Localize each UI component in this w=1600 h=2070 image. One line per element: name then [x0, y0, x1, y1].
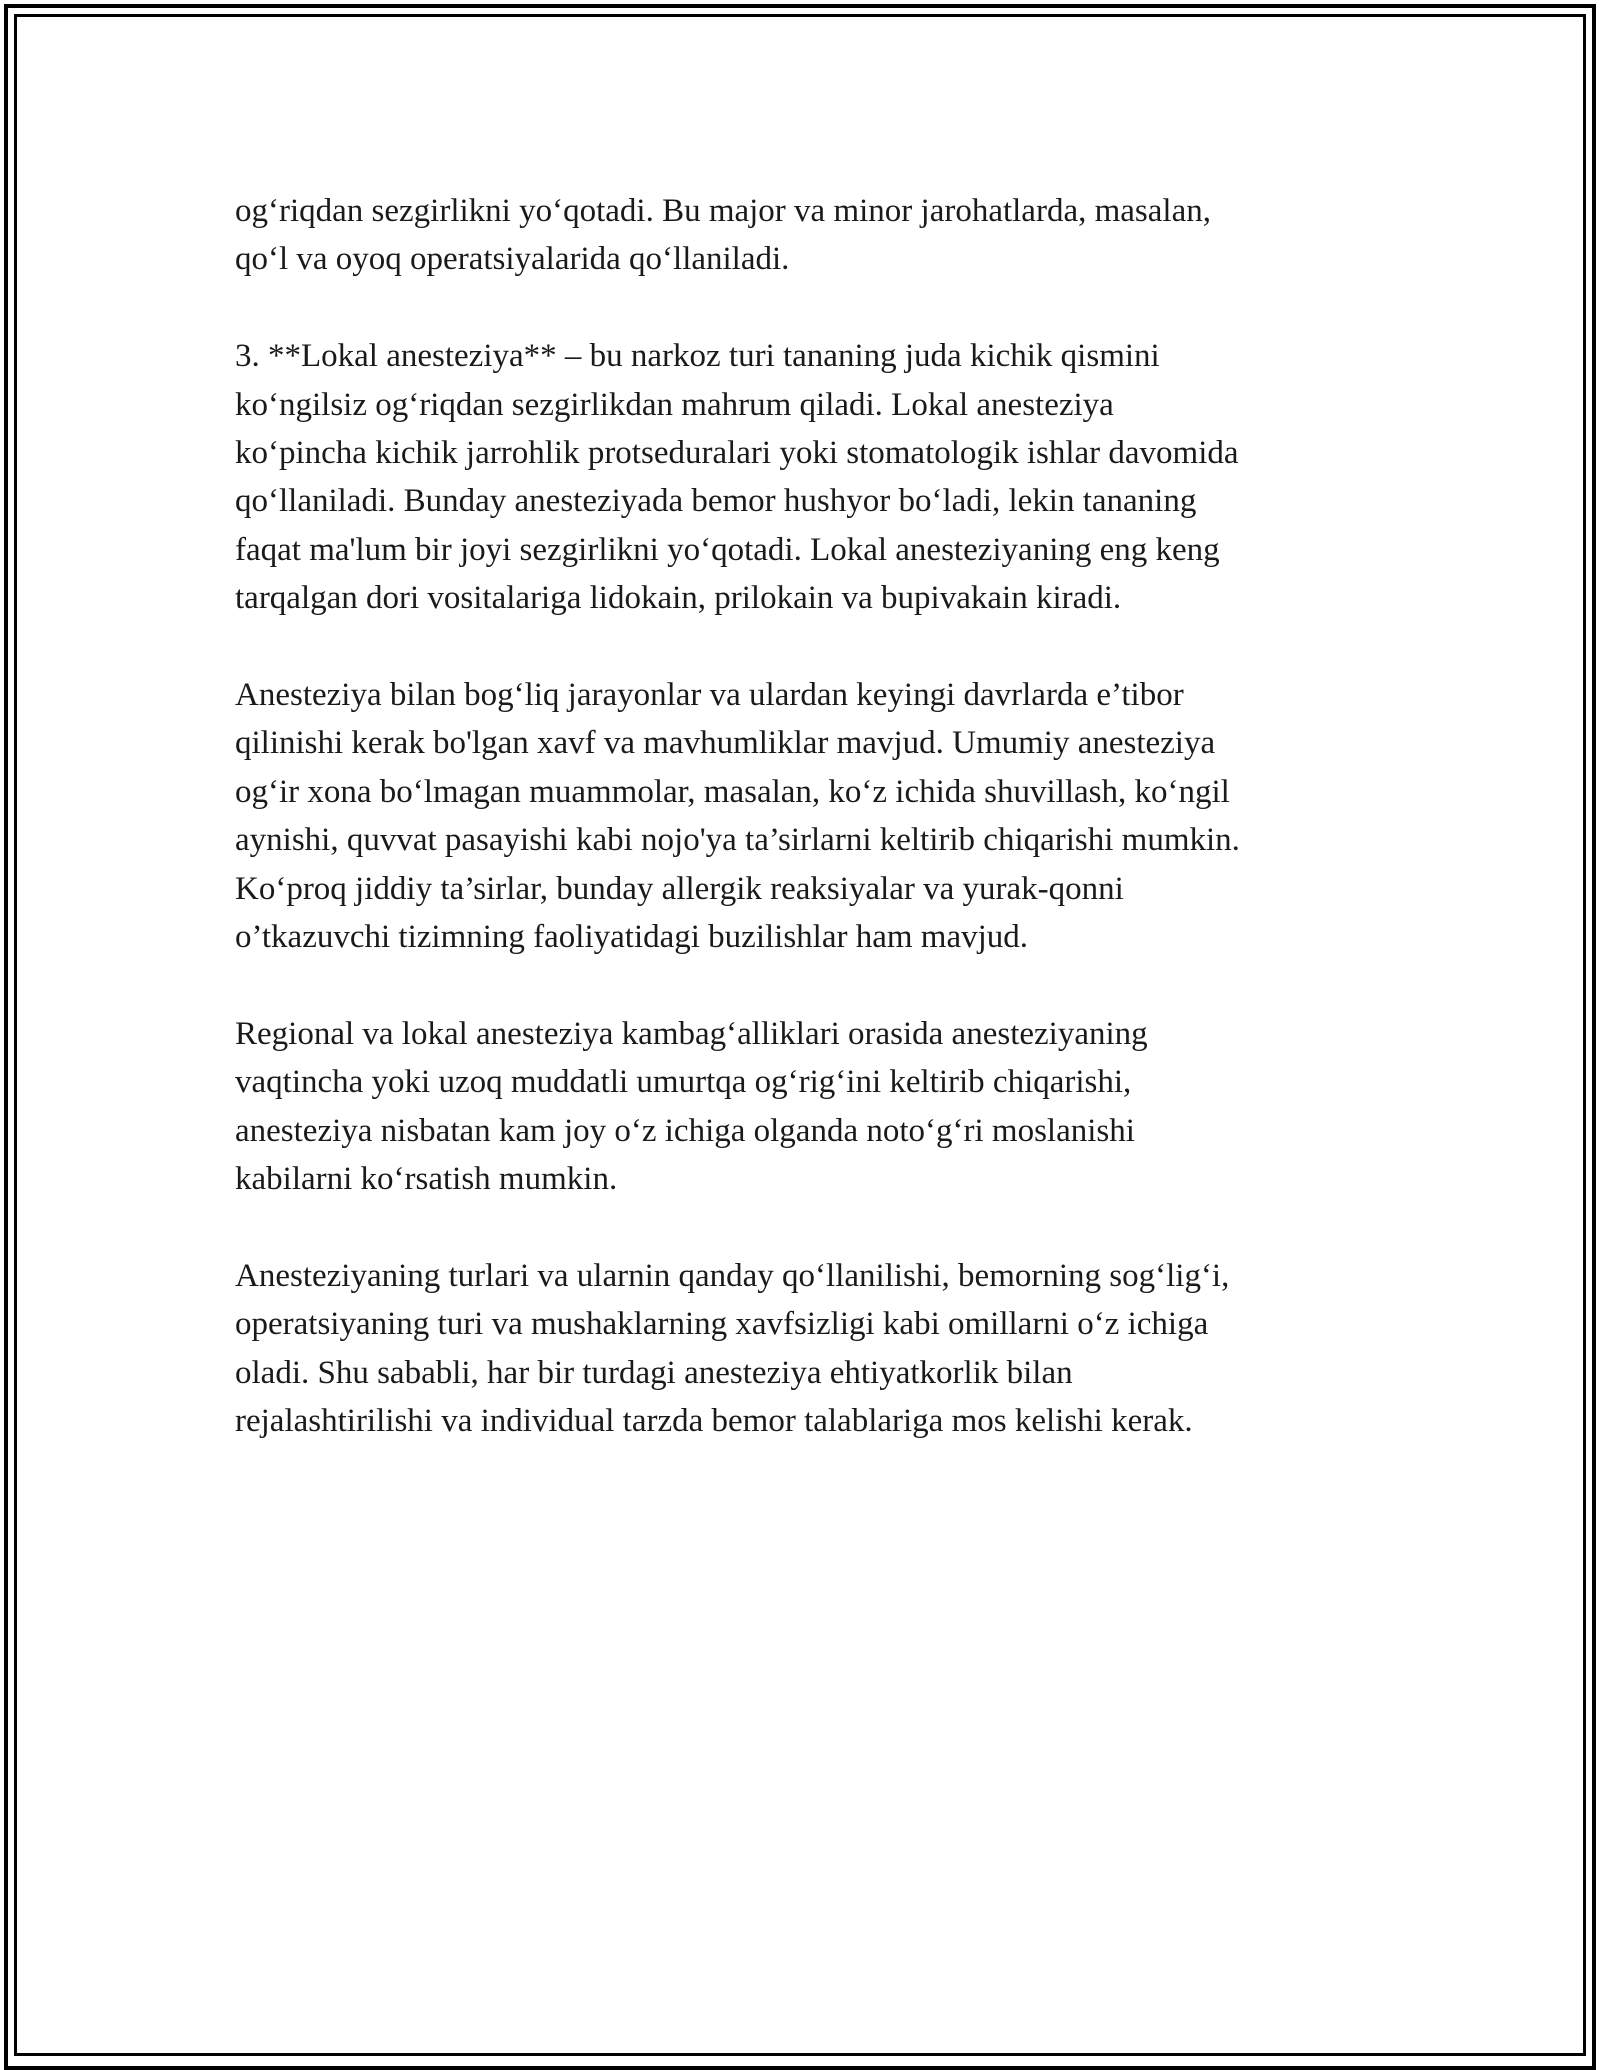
paragraph-regional-local-drawbacks: Regional va lokal anesteziya kambag‘alliklari orasida anesteziyaning vaqtincha yoki uzoq muddatli umurtqa og‘rig‘ini keltirib chiqarishi, anesteziya nisbatan kam joy o‘z ichiga olganda noto‘g‘ri moslanishi kabilarni ko‘rsatish mumkin. — [235, 1015, 1148, 1198]
paragraph-continuation: og‘riqdan sezgirlikni yo‘qotadi. Bu major va minor jarohatlarda, masalan, qo‘l va oyoq operatsiyalarida qo‘llaniladi. — [235, 193, 1211, 278]
document-body — [235, 187, 1385, 1494]
paragraph-local-anesthesia: 3. **Lokal anesteziya** – bu narkoz turi tananing juda kichik qismini ko‘ngilsiz og‘riqdan sezgirlikdan mahrum qiladi. Lokal anesteziya ko‘pincha kichik jarrohlik protseduralari yoki stomatologik ishlar davomida qo‘llaniladi. Bunday anesteziyada bemor hushyor bo‘ladi, lekin tananing faqat ma'lum bir joyi sezgirlikni yo‘qotadi. Lokal anesteziyaning eng keng tarqalgan dori vositalariga lidokain, prilokain va bupivakain kiradi. — [235, 338, 1239, 617]
paragraph-risks: Anesteziya bilan bog‘liq jarayonlar va ulardan keyingi davrlarda e’tibor qilinishi kerak bo'lgan xavf va mavhumliklar mavjud. Umumiy anesteziya og‘ir xona bo‘lmagan muammolar, masalan, ko‘z ichida shuvillash, ko‘ngil aynishi, quvvat pasayishi kabi nojo'ya ta’sirlarni keltirib chiqarishi mumkin. Ko‘proq jiddiy ta’sirlar, bunday allergik reaksiyalar va yurak-qonni o’tkazuvchi tizimning faoliyatidagi buzilishlar ham mavjud. — [235, 677, 1240, 956]
paragraph-conclusion: Anesteziyaning turlari va ularnin qanday qo‘llanilishi, bemorning sog‘lig‘i, operatsiyaning turi va mushaklarning xavfsizligi kabi omillarni o‘z ichiga oladi. Shu sababli, har bir turdagi anesteziya ehtiyatkorlik bilan rejalashtirilishi va individual tarzda bemor talablariga mos kelishi kerak. — [235, 1257, 1230, 1440]
